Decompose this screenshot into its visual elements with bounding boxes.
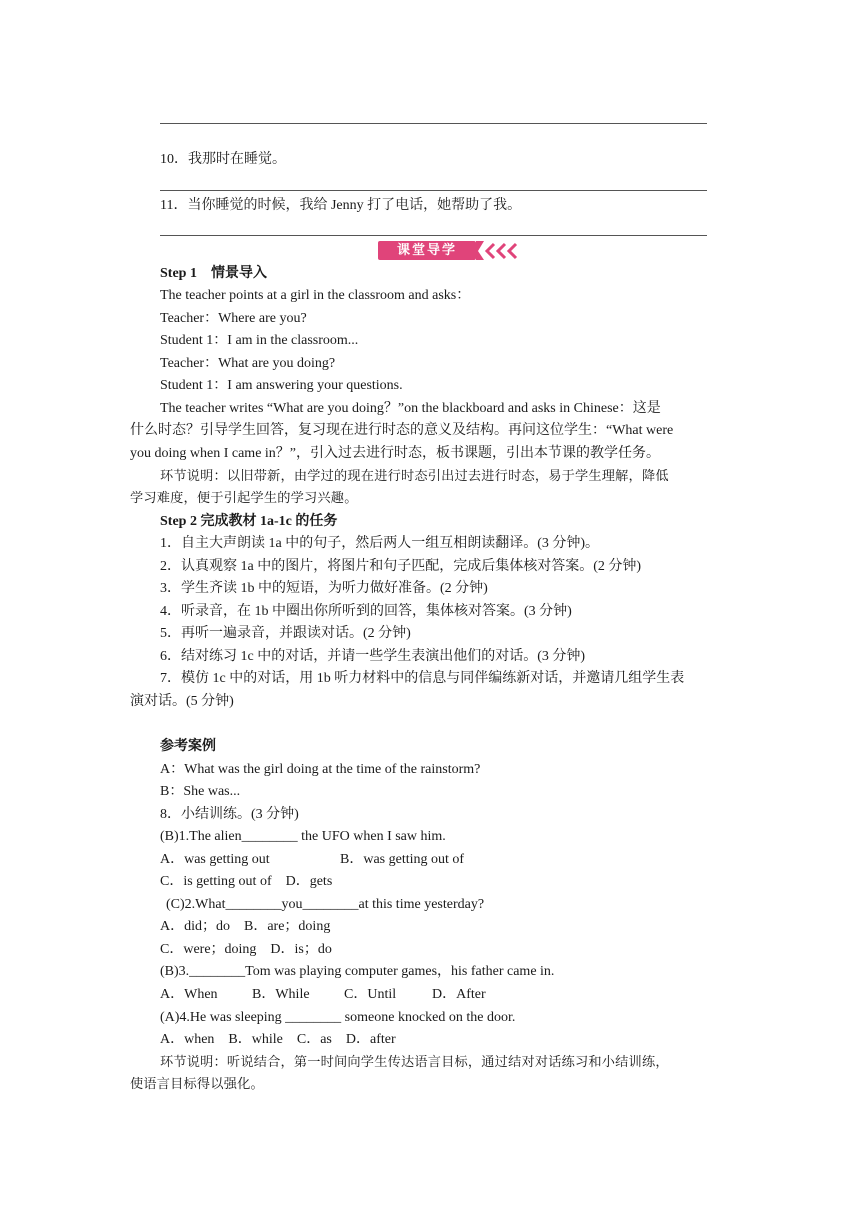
quiz-option: D．After (432, 987, 486, 1002)
quiz-question-2: (C)2.What________you________at this time yesterday? (166, 897, 485, 912)
step1-para: The teacher writes “What are you doing？”on the blackboard and asks in Chinese：这是 (160, 401, 661, 416)
step1-line: Student 1：I am in the classroom... (160, 333, 359, 348)
step2-item: 7．模仿 1c 中的对话，用 1b 听力材料中的信息与同伴编练新对话，并邀请几组学生表 (160, 671, 685, 686)
step2-title: Step 2 完成教材 1a-1c 的任务 (160, 514, 338, 529)
step1-line: The teacher points at a girl in the classroom and asks： (160, 288, 471, 303)
step2-item: 3．学生齐读 1b 中的短语，为听力做好准备。(2 分钟) (160, 581, 488, 596)
quiz-option: B．was getting out of (340, 852, 465, 867)
quiz-option: A．was getting out (160, 852, 270, 867)
quiz-question-1: (B)1.The alien________ the UFO when I saw him. (160, 829, 446, 844)
answer-line-9 (160, 123, 707, 124)
quiz-option: A．did；do B．are；doing (160, 919, 331, 934)
question-10: 10．我那时在睡觉。 (160, 152, 286, 167)
step2-item: 6．结对练习 1c 中的对话，并请一些学生表演出他们的对话。(3 分钟) (160, 649, 586, 664)
summary-title: 8．小结训练。(3 分钟) (160, 807, 299, 822)
step2-item: 5．再听一遍录音，并跟读对话。(2 分钟) (160, 626, 411, 641)
quiz-option: B．While (252, 987, 310, 1002)
step2-item-cont: 演对话。(5 分钟) (130, 694, 234, 709)
quiz-option: A．when B．while C．as D．after (160, 1032, 396, 1047)
step2-item: 1．自主大声朗读 1a 中的句子，然后两人一组互相朗读翻译。(3 分钟)。 (160, 536, 600, 551)
step1-para: 什么时态？引导学生回答，复习现在进行时态的意义及结构。再问这位学生：“What were (130, 423, 674, 438)
step1-line: Teacher：Where are you? (160, 311, 307, 326)
step1-line: Teacher：What are you doing? (160, 356, 336, 371)
step1-note: 环节说明：以旧带新，由学过的现在进行时态引出过去进行时态，易于学生理解，降低 (160, 469, 669, 484)
ref-note: 环节说明：听说结合，第一时间向学生传达语言目标，通过结对对话练习和小结训练， (160, 1055, 669, 1070)
step1-line: Student 1：I am answering your questions. (160, 378, 403, 393)
step1-title: Step 1 情景导入 (160, 266, 267, 281)
step2-item: 2．认真观察 1a 中的图片，将图片和句子匹配，完成后集体核对答案。(2 分钟) (160, 559, 642, 574)
step1-note: 学习难度，便于引起学生的学习兴趣。 (130, 491, 358, 506)
quiz-question-3: (B)3.________Tom was playing computer games，his father came in. (160, 964, 555, 979)
banner-title: 课堂导学 (378, 241, 476, 260)
section-banner (378, 240, 528, 262)
step1-para: you doing when I came in？”，引入过去进行时态，板书课题，引出本节课的教学任务。 (130, 446, 661, 461)
answer-line-11 (160, 235, 707, 236)
dialog-b: B：She was... (160, 784, 241, 799)
ref-title: 参考案例 (160, 739, 216, 754)
chevron-left-icon (378, 240, 528, 262)
ref-note: 使语言目标得以强化。 (130, 1077, 264, 1092)
quiz-option: C．were；doing D．is；do (160, 942, 332, 957)
dialog-a: A：What was the girl doing at the time of the rainstorm? (160, 762, 481, 777)
quiz-option: A．When (160, 987, 218, 1002)
quiz-question-4: (A)4.He was sleeping ________ someone knocked on the door. (160, 1010, 516, 1025)
step2-item: 4．听录音，在 1b 中圈出你所听到的回答，集体核对答案。(3 分钟) (160, 604, 572, 619)
quiz-option: C．Until (344, 987, 397, 1002)
question-11: 11．当你睡觉的时候，我给 Jenny 打了电话，她帮助了我。 (160, 198, 522, 213)
quiz-option: C．is getting out of D．gets (160, 874, 333, 889)
answer-line-10 (160, 190, 707, 191)
